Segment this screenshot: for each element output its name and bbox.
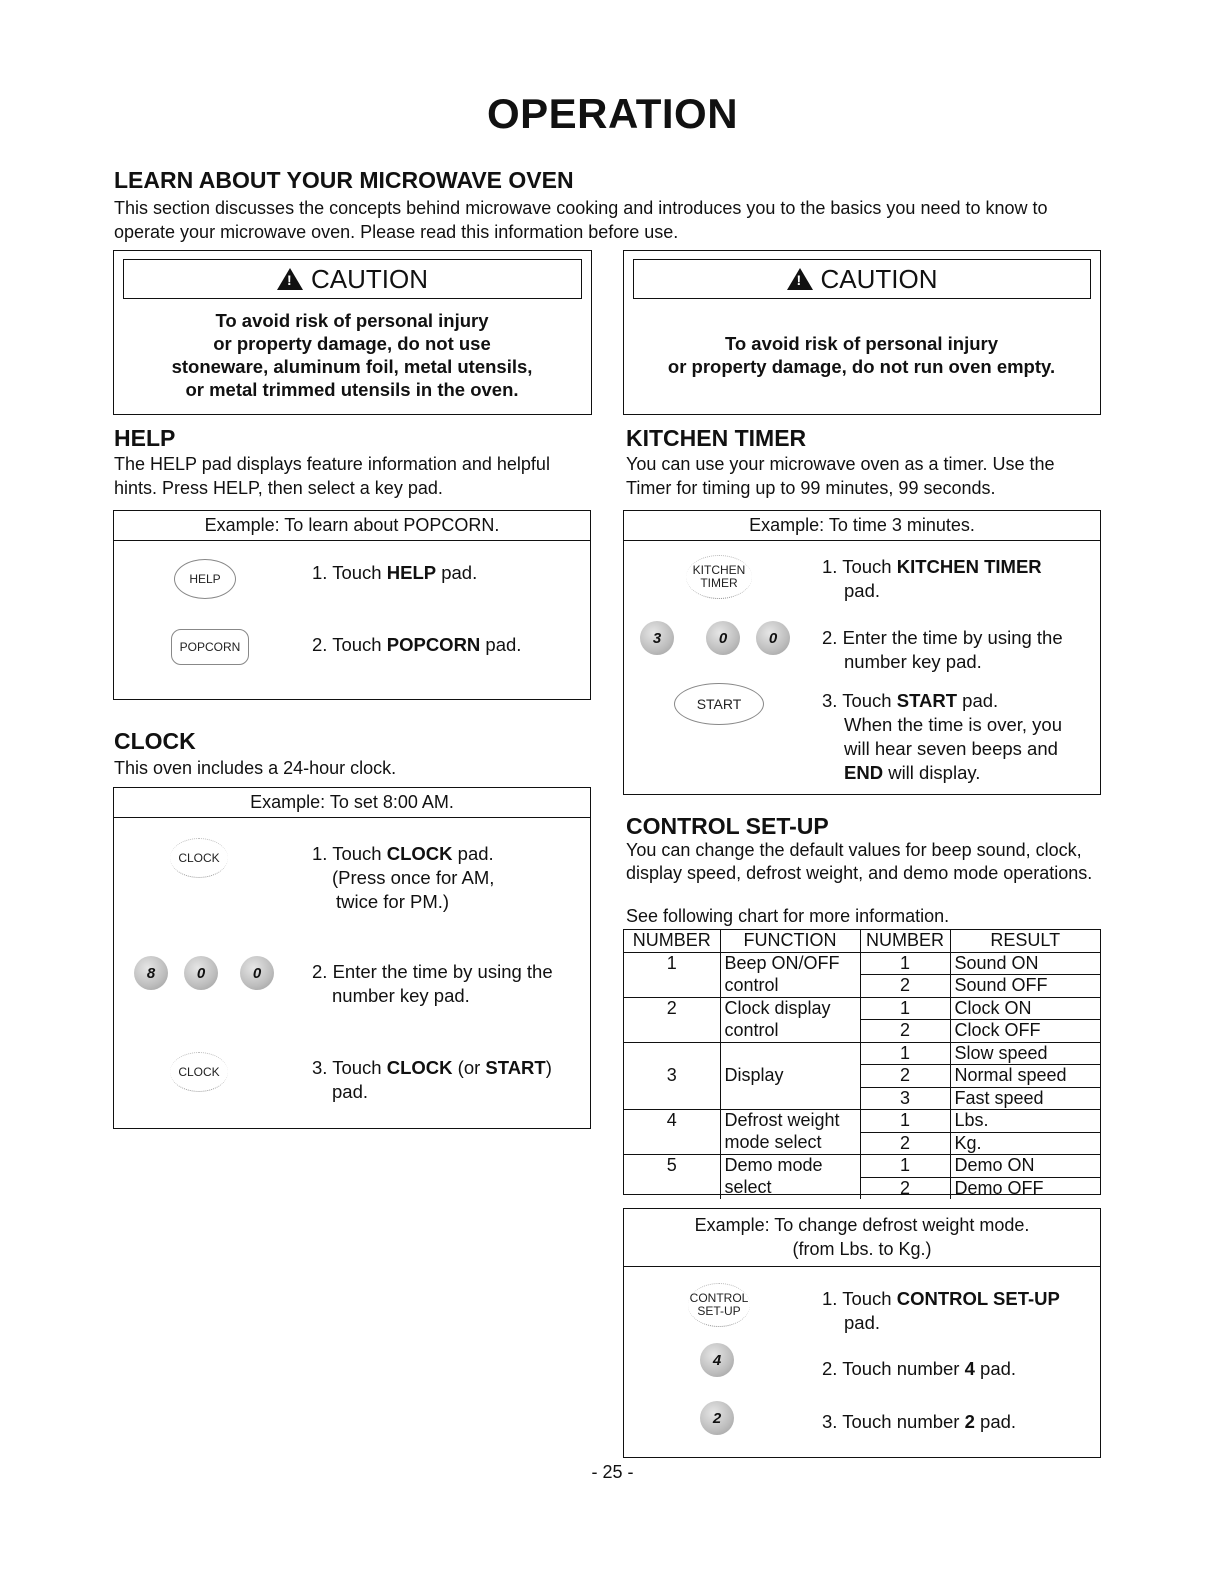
help-example-box xyxy=(113,510,591,700)
control-setup-pad-icon: CONTROL SET-UP xyxy=(688,1283,750,1327)
setup-text: You can change the default values for beep sound, clock, display speed, defrost weight, and demo mode operations. xyxy=(626,840,1093,883)
table-row: 5 Demo mode 1 Demo ON xyxy=(624,1155,1100,1178)
caution-text-left xyxy=(114,309,590,401)
table-header: FUNCTION xyxy=(720,930,860,952)
table-header: NUMBER xyxy=(860,930,950,952)
number-pad-icon: 0 xyxy=(756,621,790,655)
clock-example-box xyxy=(113,787,591,1129)
clock-step-2: 2. Enter the time by using the number key pad. xyxy=(312,961,553,1006)
caution-header-right xyxy=(633,259,1091,299)
caution-line: To avoid risk of personal injury xyxy=(724,333,999,354)
table-header: NUMBER xyxy=(624,930,720,952)
timer-heading: KITCHEN TIMER xyxy=(626,425,807,451)
caution-label: CAUTION xyxy=(820,264,938,294)
table-row: 1 Slow speed xyxy=(624,1042,1100,1065)
clock-pad-icon: CLOCK xyxy=(170,1052,228,1092)
setup-text-2: See following chart for more information. xyxy=(626,906,950,926)
page-number: - 25 - xyxy=(591,1462,634,1482)
help-heading: HELP xyxy=(114,425,176,451)
table-row: 2 Clock display 1 Clock ON xyxy=(624,997,1100,1020)
timer-text: You can use your microwave oven as a timer. Use the Timer for timing up to 99 minutes, 99 seconds. xyxy=(626,454,1055,498)
warning-icon xyxy=(787,268,813,290)
caution-text-right xyxy=(624,332,1099,378)
timer-step-2: 2. Enter the time by using the number key pad. xyxy=(822,627,1063,672)
caution-line: or property damage, do not use xyxy=(213,333,491,354)
number-pad-icon: 8 xyxy=(134,956,168,990)
help-step-1: 1. Touch HELP pad. xyxy=(312,562,478,583)
page-title: OPERATION xyxy=(486,90,739,137)
setup-table-box xyxy=(623,929,1101,1198)
clock-heading: CLOCK xyxy=(114,728,196,754)
clock-step-1: 1. Touch CLOCK pad. (Press once for AM, twice for PM.) xyxy=(312,843,495,912)
timer-step-3: 3. Touch START pad. When the time is over, you will hear seven beeps and END will display. xyxy=(822,690,1062,783)
table-row: 4 Defrost weight 1 Lbs. xyxy=(624,1110,1100,1133)
help-example-title: Example: To learn about POPCORN. xyxy=(114,511,590,541)
table-row: mode select 2 Kg. xyxy=(624,1132,1100,1155)
caution-line: stoneware, aluminum foil, metal utensils, xyxy=(171,356,533,377)
help-text: The HELP pad displays feature information and helpful hints. Press HELP, then select a key pad. xyxy=(114,454,550,498)
number-pad-icon: 3 xyxy=(640,621,674,655)
clock-pad-icon: CLOCK xyxy=(170,838,228,878)
table-row: control 2 Clock OFF xyxy=(624,1020,1100,1043)
number-pad-icon: 4 xyxy=(700,1343,734,1377)
setup-example-box xyxy=(623,1208,1101,1458)
table-row: 3 Fast speed xyxy=(624,1087,1100,1110)
clock-example-title: Example: To set 8:00 AM. xyxy=(114,788,590,818)
setup-step-1: 1. Touch CONTROL SET-UP pad. xyxy=(822,1288,1060,1333)
number-pad-icon: 2 xyxy=(700,1401,734,1435)
caution-header-left xyxy=(123,259,582,299)
table-row: select 2 Demo OFF xyxy=(624,1177,1100,1199)
number-pad-icon: 0 xyxy=(240,956,274,990)
table-row: 3 Display 2 Normal speed xyxy=(624,1065,1100,1088)
timer-step-1: 1. Touch KITCHEN TIMER pad. xyxy=(822,556,1042,601)
clock-text: This oven includes a 24-hour clock. xyxy=(114,758,397,778)
caution-line: To avoid risk of personal injury xyxy=(215,310,489,331)
caution-label: CAUTION xyxy=(311,264,428,294)
setup-heading: CONTROL SET-UP xyxy=(626,813,829,839)
table-header-row xyxy=(624,930,1100,952)
setup-table xyxy=(624,930,1100,1199)
setup-step-3: 3. Touch number 2 pad. xyxy=(822,1411,1017,1432)
timer-example-title: Example: To time 3 minutes. xyxy=(624,511,1100,541)
warning-icon xyxy=(277,268,303,290)
table-header: RESULT xyxy=(950,930,1100,952)
popcorn-pad-icon: POPCORN xyxy=(171,629,249,665)
setup-step-2: 2. Touch number 4 pad. xyxy=(822,1358,1017,1379)
clock-step-3: 3. Touch CLOCK (or START) pad. xyxy=(312,1057,552,1102)
start-pad-icon: START xyxy=(674,683,764,725)
help-step-2: 2. Touch POPCORN pad. xyxy=(312,634,522,655)
table-row: 1 Beep ON/OFF 1 Sound ON xyxy=(624,952,1100,975)
setup-example-title: Example: To change defrost weight mode. (from Lbs. to Kg.) xyxy=(624,1209,1100,1267)
timer-example-box xyxy=(623,510,1101,795)
table-row: control 2 Sound OFF xyxy=(624,975,1100,998)
learn-heading: LEARN ABOUT YOUR MICROWAVE OVEN xyxy=(114,167,574,193)
caution-box-right xyxy=(623,250,1101,415)
learn-text: This section discusses the concepts behind microwave cooking and introduces you to the basics you need to know to operate your microwave oven. Please read this information before use. xyxy=(114,198,1048,242)
caution-line: or property damage, do not run oven empty. xyxy=(667,356,1056,377)
caution-box-left xyxy=(113,250,592,415)
number-pad-icon: 0 xyxy=(184,956,218,990)
help-pad-icon: HELP xyxy=(174,559,236,599)
kitchen-timer-pad-icon: KITCHEN TIMER xyxy=(686,555,752,599)
caution-line: or metal trimmed utensils in the oven. xyxy=(185,379,519,400)
number-pad-icon: 0 xyxy=(706,621,740,655)
